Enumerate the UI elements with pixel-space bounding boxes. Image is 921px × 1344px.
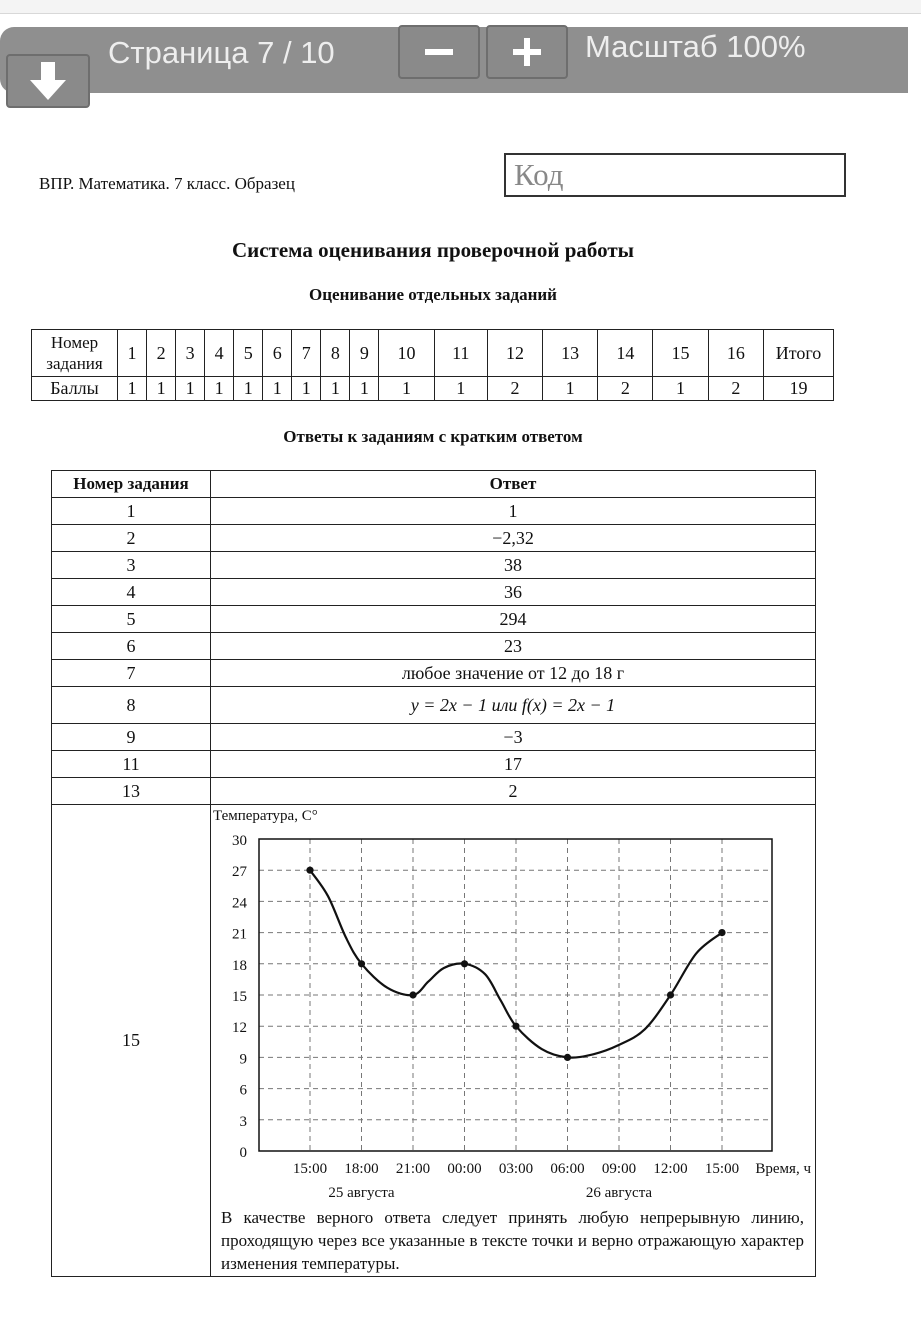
points-cell: 1 — [321, 377, 350, 401]
task-number-cell: 16 — [708, 330, 763, 377]
date-label: 26 августа — [585, 1185, 653, 1201]
answer-value: 17 — [211, 751, 816, 778]
table-row — [52, 498, 816, 525]
chart-svg — [211, 805, 815, 1205]
table-row — [52, 778, 816, 805]
answers-section-title: Ответы к заданиям с кратким ответом — [283, 427, 583, 446]
task-number: 6 — [52, 633, 211, 660]
points-cell: 1 — [350, 377, 379, 401]
x-tick-label: 15:00 — [704, 1161, 740, 1177]
data-point — [512, 1023, 519, 1030]
task-number-cell: 6 — [263, 330, 292, 377]
task-number-cell: 8 — [321, 330, 350, 377]
points-cell: 1 — [543, 377, 598, 401]
task-number-cell: 10 — [379, 330, 434, 377]
task-number-cell: 14 — [598, 330, 653, 377]
answer-value: 1 — [211, 498, 816, 525]
task-number-cell: 1 — [118, 330, 147, 377]
data-point — [667, 991, 674, 998]
date-label: 25 августа — [328, 1185, 395, 1201]
plus-icon — [510, 35, 544, 69]
chart-cell — [211, 805, 816, 1277]
y-tick-label: 30 — [232, 833, 247, 849]
answer-value: 36 — [211, 579, 816, 606]
scores-row-points — [32, 377, 834, 401]
table-row — [52, 606, 816, 633]
total-label: Итого — [764, 330, 834, 377]
y-tick-label: 9 — [239, 1051, 247, 1068]
task-number: 13 — [52, 778, 211, 805]
y-tick-label: 27 — [232, 864, 247, 881]
task-number-cell: 5 — [234, 330, 263, 377]
download-button[interactable] — [6, 54, 90, 108]
temperature-chart — [211, 805, 815, 1276]
task-number: 1 — [52, 498, 211, 525]
points-cell: 1 — [147, 377, 176, 401]
answer-value: 2 — [211, 778, 816, 805]
answer-formula: y = 2x − 1 или f(x) = 2x − 1 — [211, 687, 816, 724]
y-tick-label: 0 — [239, 1145, 247, 1161]
task-number: 11 — [52, 751, 211, 778]
points-cell: 1 — [263, 377, 292, 401]
viewer-top-strip — [0, 0, 921, 14]
points-cell: 1 — [234, 377, 263, 401]
data-point — [358, 960, 365, 967]
zoom-out-button[interactable] — [398, 25, 480, 79]
y-tick-label: 18 — [232, 957, 247, 974]
points-cell: 1 — [176, 377, 205, 401]
task-number: 4 — [52, 579, 211, 606]
page-indicator: Страница 7 / 10 — [108, 35, 335, 70]
viewer-toolbar — [0, 27, 908, 93]
x-tick-label: 09:00 — [601, 1161, 637, 1177]
x-tick-label: 12:00 — [653, 1161, 688, 1177]
table-row — [52, 660, 816, 687]
points-cell: 1 — [434, 377, 487, 401]
points-cell: 1 — [205, 377, 234, 401]
y-tick-label: 15 — [232, 989, 247, 1005]
task-number-cell: 13 — [543, 330, 598, 377]
column-header-answer: Ответ — [211, 471, 816, 498]
answer-value: 294 — [211, 606, 816, 633]
table-row — [52, 633, 816, 660]
task-number: 2 — [52, 525, 211, 552]
y-tick-label: 24 — [232, 895, 247, 912]
answer-value: −3 — [211, 724, 816, 751]
y-tick-label: 3 — [239, 1113, 247, 1130]
y-tick-label: 21 — [232, 926, 247, 943]
data-point — [564, 1054, 571, 1061]
minus-icon — [422, 35, 456, 69]
points-cell: 2 — [708, 377, 763, 401]
total-value: 19 — [764, 377, 834, 401]
document-header: ВПР. Математика. 7 класс. Образец — [39, 174, 295, 193]
task-number: 5 — [52, 606, 211, 633]
chart-note: В качестве верного ответа следует принять любую непрерывную линию, проходящую через все указанные в тексте точки и верно отражающую характер изменения температуры. — [221, 1208, 804, 1273]
column-header-task: Номер задания — [52, 471, 211, 498]
points-cell: 2 — [487, 377, 542, 401]
task-number: 15 — [52, 805, 211, 1277]
task-number-cell: 3 — [176, 330, 205, 377]
task-number-cell: 4 — [205, 330, 234, 377]
table-row — [52, 579, 816, 606]
points-cell: 2 — [598, 377, 653, 401]
table-row — [52, 552, 816, 579]
data-point — [718, 929, 725, 936]
scores-section-title: Оценивание отдельных заданий — [309, 285, 557, 304]
y-axis-label: Температура, С° — [213, 808, 318, 824]
scores-row-header: Баллы — [32, 377, 118, 401]
answers-table — [51, 470, 816, 1277]
answer-value: любое значение от 12 до 18 г — [211, 660, 816, 687]
zoom-in-button[interactable] — [486, 25, 568, 79]
scores-table — [31, 329, 834, 401]
zoom-indicator: Масштаб 100% — [585, 29, 806, 64]
answer-value: −2,32 — [211, 525, 816, 552]
answer-value: 23 — [211, 633, 816, 660]
table-row — [52, 525, 816, 552]
scores-row-header: Номер задания — [32, 330, 118, 377]
task-number: 7 — [52, 660, 211, 687]
x-axis-label: Время, ч — [755, 1161, 811, 1177]
x-tick-label: 15:00 — [292, 1161, 328, 1177]
table-row — [52, 687, 816, 724]
data-point — [409, 991, 416, 998]
task-number: 9 — [52, 724, 211, 751]
x-tick-label: 03:00 — [498, 1161, 534, 1177]
scores-row-tasks — [32, 330, 834, 377]
x-tick-label: 21:00 — [395, 1161, 431, 1177]
task-number-cell: 9 — [350, 330, 379, 377]
page-title: Система оценивания проверочной работы — [231, 238, 635, 262]
task-number: 3 — [52, 552, 211, 579]
task-number-cell: 12 — [487, 330, 542, 377]
y-tick-label: 6 — [239, 1082, 247, 1099]
task-number-cell: 11 — [434, 330, 487, 377]
table-row — [52, 805, 816, 1277]
points-cell: 1 — [653, 377, 708, 401]
task-number: 8 — [52, 687, 211, 724]
y-tick-label: 12 — [232, 1020, 247, 1037]
points-cell: 1 — [292, 377, 321, 401]
table-row — [52, 751, 816, 778]
download-arrow-icon — [26, 58, 70, 104]
answer-value: 38 — [211, 552, 816, 579]
data-point — [306, 867, 313, 874]
task-number-cell: 2 — [147, 330, 176, 377]
table-row — [52, 724, 816, 751]
task-number-cell: 15 — [653, 330, 708, 377]
code-box: Код — [504, 153, 846, 197]
points-cell: 1 — [118, 377, 147, 401]
x-tick-label: 06:00 — [550, 1161, 585, 1177]
x-tick-label: 00:00 — [447, 1161, 482, 1177]
x-tick-label: 18:00 — [344, 1161, 379, 1177]
task-number-cell: 7 — [292, 330, 321, 377]
points-cell: 1 — [379, 377, 434, 401]
data-point — [461, 960, 468, 967]
